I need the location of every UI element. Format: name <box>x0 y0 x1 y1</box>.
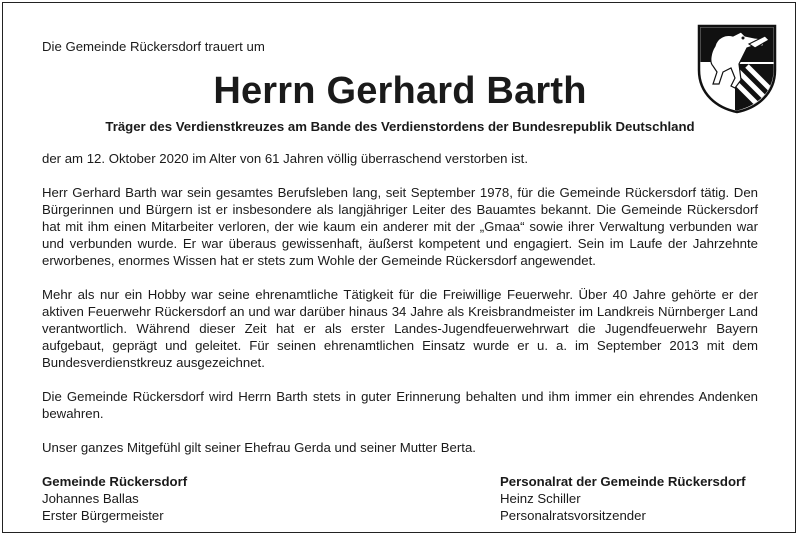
obituary-notice <box>42 38 758 524</box>
signature-staff-council <box>500 473 758 524</box>
honor-line: Träger des Verdienstkreuzes am Bande des Verdienstordens der Bundesrepublik Deutschland <box>105 119 695 134</box>
paragraph-fire-brigade: Mehr als nur ein Hobby war seine ehrenamtliche Tätigkeit für die Freiwillige Feuerwehr. Über 40 Jahre gehörte er der aktiven Feuerwehr Rückersdorf an und war darüber hinaus 34 Jahre als Kreisbrandmeister im Landkreis Nürnberger Land verantwortlich. Während dieser Zeit hat er als erster Landes-Jugendfeuerwehrwart die Jugendfeuerwehr Bayern aufgebaut, geprägt und geleitet. Für seinen ehrenamtlichen Einsatz wurde er u. a. im September 2013 mit dem Bundesverdienstkreuz ausgezeichnet. <box>42 287 758 370</box>
paragraph-career: Herr Gerhard Barth war sein gesamtes Berufsleben lang, seit September 1978, für die Gemeinde Rückersdorf tätig. Den Bürgerinnen und Bürgern ist er insbesondere als langjähriger Leiter des Bauamtes bekannt. Die Gemeinde Rückersdorf hat mit ihm einen Mitarbeiter verloren, der wie kaum ein anderer mit der „Gmaa“ sowie ihrer Verwaltung verbunden war und verbunden wurde. Er war überaus gewissenhaft, äußerst kompetent und engagiert. Sein im Laufe der Jahrzehnte erworbenes, enormes Wissen hat er stets zum Wohle der Gemeinde Rückersdorf angewendet. <box>42 185 758 268</box>
signature-org: Personalrat der Gemeinde Rückersdorf <box>500 474 746 489</box>
signature-block <box>42 473 758 524</box>
intro-line: Die Gemeinde Rückersdorf trauert um <box>42 39 265 54</box>
paragraph-remembrance: Die Gemeinde Rückersdorf wird Herrn Barth stets in guter Erinnerung behalten und ihm immer ein ehrendes Andenken bewahren. <box>42 389 758 421</box>
signature-role: Erster Bürgermeister <box>42 508 164 523</box>
signature-role: Personalratsvorsitzender <box>500 508 646 523</box>
paragraph-condolence: Unser ganzes Mitgefühl gilt seiner Ehefrau Gerda und seiner Mutter Berta. <box>42 440 476 455</box>
signature-person: Heinz Schiller <box>500 491 581 506</box>
deceased-name: Herrn Gerhard Barth <box>213 70 587 112</box>
signature-org: Gemeinde Rückersdorf <box>42 474 188 489</box>
paragraph-death-date: der am 12. Oktober 2020 im Alter von 61 Jahren völlig überraschend verstorben ist. <box>42 151 528 166</box>
signature-person: Johannes Ballas <box>42 491 139 506</box>
signature-municipality <box>42 473 302 524</box>
